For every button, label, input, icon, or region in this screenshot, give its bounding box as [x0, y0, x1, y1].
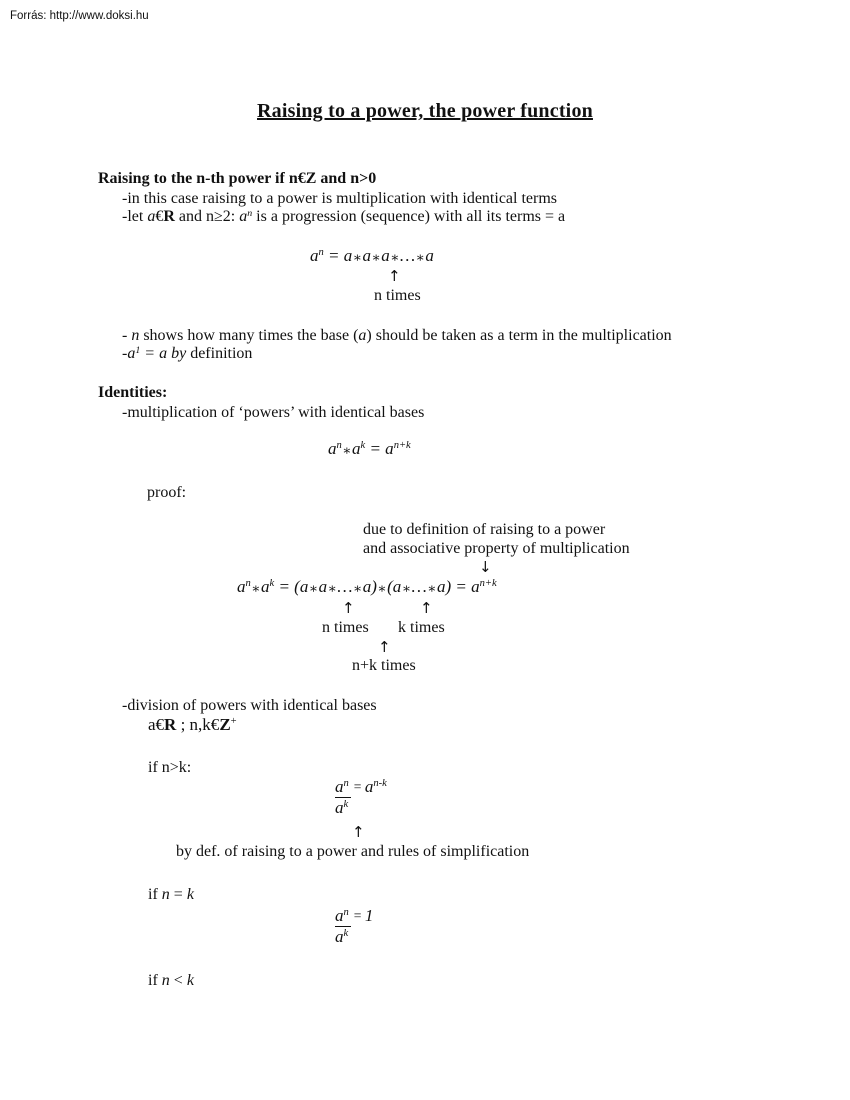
n-times-label: n times: [322, 619, 369, 636]
due-to-line2: and associative property of multiplication: [363, 540, 630, 557]
case-n-greater-k: if n>k:: [148, 759, 192, 776]
case-n-less-k: if n < k: [148, 972, 194, 989]
section1-note2: $-a^1 = a$ by definition: [122, 344, 253, 362]
fraction-numerator: $a^n$: [335, 777, 349, 796]
formula-power-definition: $a^n$ = a∗a∗a∗…∗a: [310, 246, 434, 266]
fraction-n-greater-k: [335, 777, 387, 818]
fraction-denominator: $a^k$: [335, 797, 349, 817]
fraction-rhs: = 1: [353, 906, 374, 925]
k-times-label: k times: [398, 619, 445, 636]
n-times-label: n times: [374, 287, 421, 304]
multiplication-bullet: -multiplication of ‘powers’ with identical bases: [122, 404, 425, 421]
section1-bullet2: -let a€R and n≥2: $a^n$ is a progression (sequence) with all its terms = a: [122, 207, 566, 225]
down-arrow-icon: ↓: [479, 558, 492, 576]
fraction-n-equals-k: [335, 906, 373, 947]
section1-heading: Raising to the n-th power if n€Z and n>0: [98, 170, 377, 187]
domain-condition: a€R ; n,k€Z+: [148, 715, 237, 734]
due-to-line1: due to definition of raising to a power: [363, 521, 606, 538]
formula-product-proof: $a^n∗a^k$ = (a∗a∗…∗a)∗(a∗…∗a) = $a^{n+k}$: [237, 577, 497, 597]
up-arrow-icon: ↑: [420, 599, 433, 617]
formula-product-of-powers: $a^n∗a^k = a^{n+k}$: [328, 439, 411, 459]
fraction: [335, 777, 351, 818]
up-arrow-icon: ↑: [378, 638, 391, 656]
fraction-numerator: $a^n$: [335, 906, 349, 925]
identities-heading: Identities:: [98, 384, 168, 401]
fraction: [335, 906, 351, 947]
proof-label: proof:: [147, 484, 187, 501]
fraction-rhs: = $a^{n-k}$: [353, 777, 387, 796]
up-arrow-icon: ↑: [342, 599, 355, 617]
up-arrow-icon: ↑: [388, 267, 401, 285]
case-n-equals-k: if n = k: [148, 886, 194, 903]
up-arrow-icon: ↑: [352, 823, 365, 841]
by-definition-note: by def. of raising to a power and rules of simplification: [176, 843, 530, 860]
section1-bullet1: -in this case raising to a power is multiplication with identical terms: [122, 190, 558, 207]
division-bullet: -division of powers with identical bases: [122, 697, 377, 714]
n-plus-k-times-label: n+k times: [352, 657, 416, 674]
section1-note1: - n shows how many times the base (a) should be taken as a term in the multiplication: [122, 327, 672, 344]
fraction-denominator: $a^k$: [335, 926, 349, 946]
page-title: Raising to a power, the power function: [257, 100, 593, 122]
source-url-line: Forrás: http://www.doksi.hu: [10, 10, 149, 22]
